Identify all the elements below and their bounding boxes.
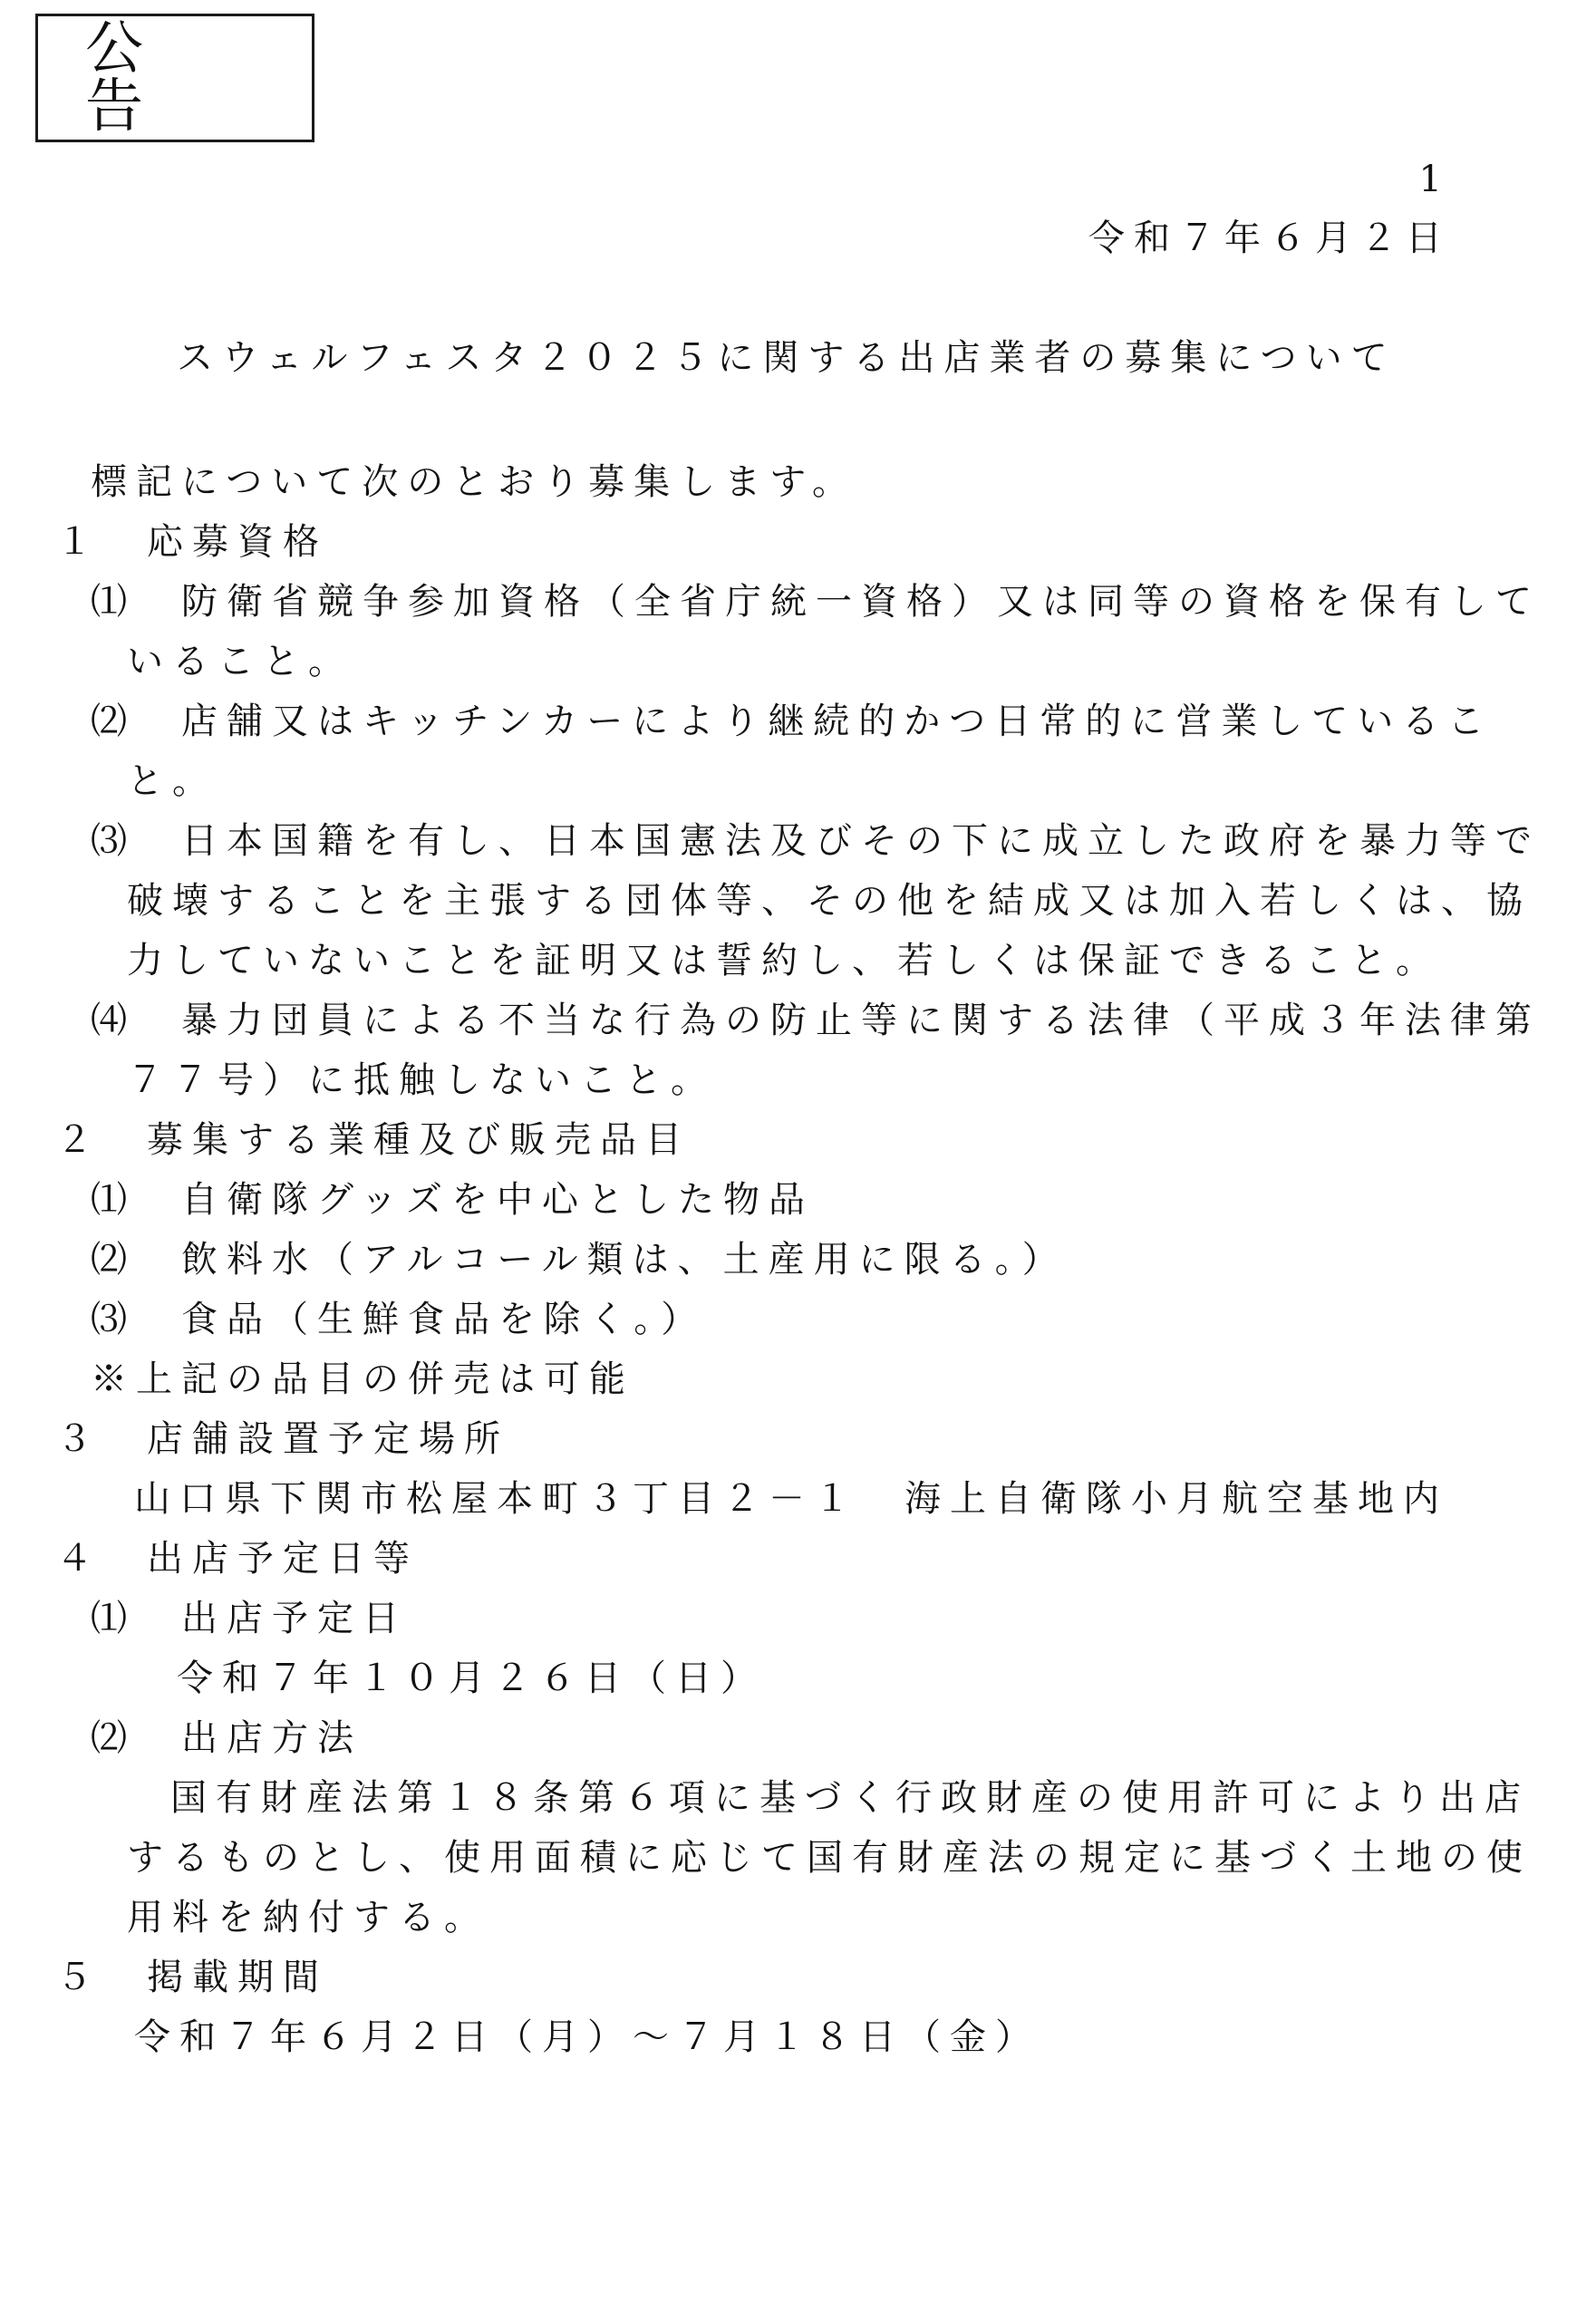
section-5-heading: ５ 掲載期間 bbox=[56, 1957, 328, 1998]
section-4-heading: ４ 出店予定日等 bbox=[56, 1538, 419, 1580]
section-4-item-2-text-3: 用料を納付する。 bbox=[127, 1897, 489, 1938]
section-1-item-3-cont-1: 破壊することを主張する団体等、その他を結成又は加入若しくは、協 bbox=[127, 880, 1532, 922]
section-2-item-3: ⑶ 食品（生鮮食品を除く。） bbox=[91, 1299, 707, 1340]
section-1-heading: １ 応募資格 bbox=[56, 521, 328, 563]
section-1-item-3: ⑶ 日本国籍を有し、日本国憲法及びその下に成立した政府を暴力等で bbox=[91, 820, 1541, 862]
section-1-item-4: ⑷ 暴力団員による不当な行為の防止等に関する法律（平成３年法律第 bbox=[91, 1000, 1541, 1041]
document-number: 1 bbox=[1418, 159, 1451, 200]
section-1-item-1-cont: いること。 bbox=[127, 641, 353, 682]
section-5-period: 令和７年６月２日（月）～７月１８日（金） bbox=[134, 2016, 1040, 2058]
section-2-item-2: ⑵ 飲料水（アルコール類は、土産用に限る。） bbox=[91, 1239, 1068, 1281]
section-2-item-1: ⑴ 自衛隊グッズを中心とした物品 bbox=[91, 1179, 814, 1221]
document-title: スウェルフェスタ２０２５に関する出店業者の募集について bbox=[177, 337, 1397, 379]
section-4-item-1: ⑴ 出店予定日 bbox=[91, 1598, 408, 1639]
section-1-item-3-cont-2: 力していないことを証明又は誓約し、若しくは保証できること。 bbox=[127, 940, 1441, 981]
section-4-item-2-text-2: するものとし、使用面積に応じて国有財産法の規定に基づく土地の使 bbox=[127, 1837, 1532, 1879]
section-2-note: ※上記の品目の併売は可能 bbox=[91, 1358, 634, 1400]
section-1-item-4-cont: ７７号）に抵触しないこと。 bbox=[127, 1059, 716, 1101]
section-1-item-2-cont: と。 bbox=[127, 760, 218, 802]
document-date: 令和７年６月２日 bbox=[1088, 218, 1451, 259]
section-1-item-1: ⑴ 防衛省競争参加資格（全省庁統一資格）又は同等の資格を保有して bbox=[91, 581, 1541, 623]
section-4-item-2-text-1: 国有財産法第１８条第６項に基づく行政財産の使用許可により出店 bbox=[170, 1777, 1530, 1819]
notice-label: 公 告 bbox=[85, 15, 295, 140]
section-2-heading: ２ 募集する業種及び販売品目 bbox=[56, 1119, 691, 1161]
section-3-address: 山口県下関市松屋本町３丁目２－１ 海上自衛隊小月航空基地内 bbox=[134, 1478, 1448, 1520]
section-4-item-1-date: 令和７年１０月２６日（日） bbox=[177, 1658, 766, 1699]
section-3-heading: ３ 店舗設置予定場所 bbox=[56, 1418, 509, 1460]
notice-label-box bbox=[35, 14, 314, 142]
section-1-item-2: ⑵ 店舗又はキッチンカーにより継続的かつ日常的に営業しているこ bbox=[91, 701, 1494, 742]
intro-text: 標記について次のとおり募集します。 bbox=[91, 461, 857, 503]
section-4-item-2: ⑵ 出店方法 bbox=[91, 1717, 363, 1759]
